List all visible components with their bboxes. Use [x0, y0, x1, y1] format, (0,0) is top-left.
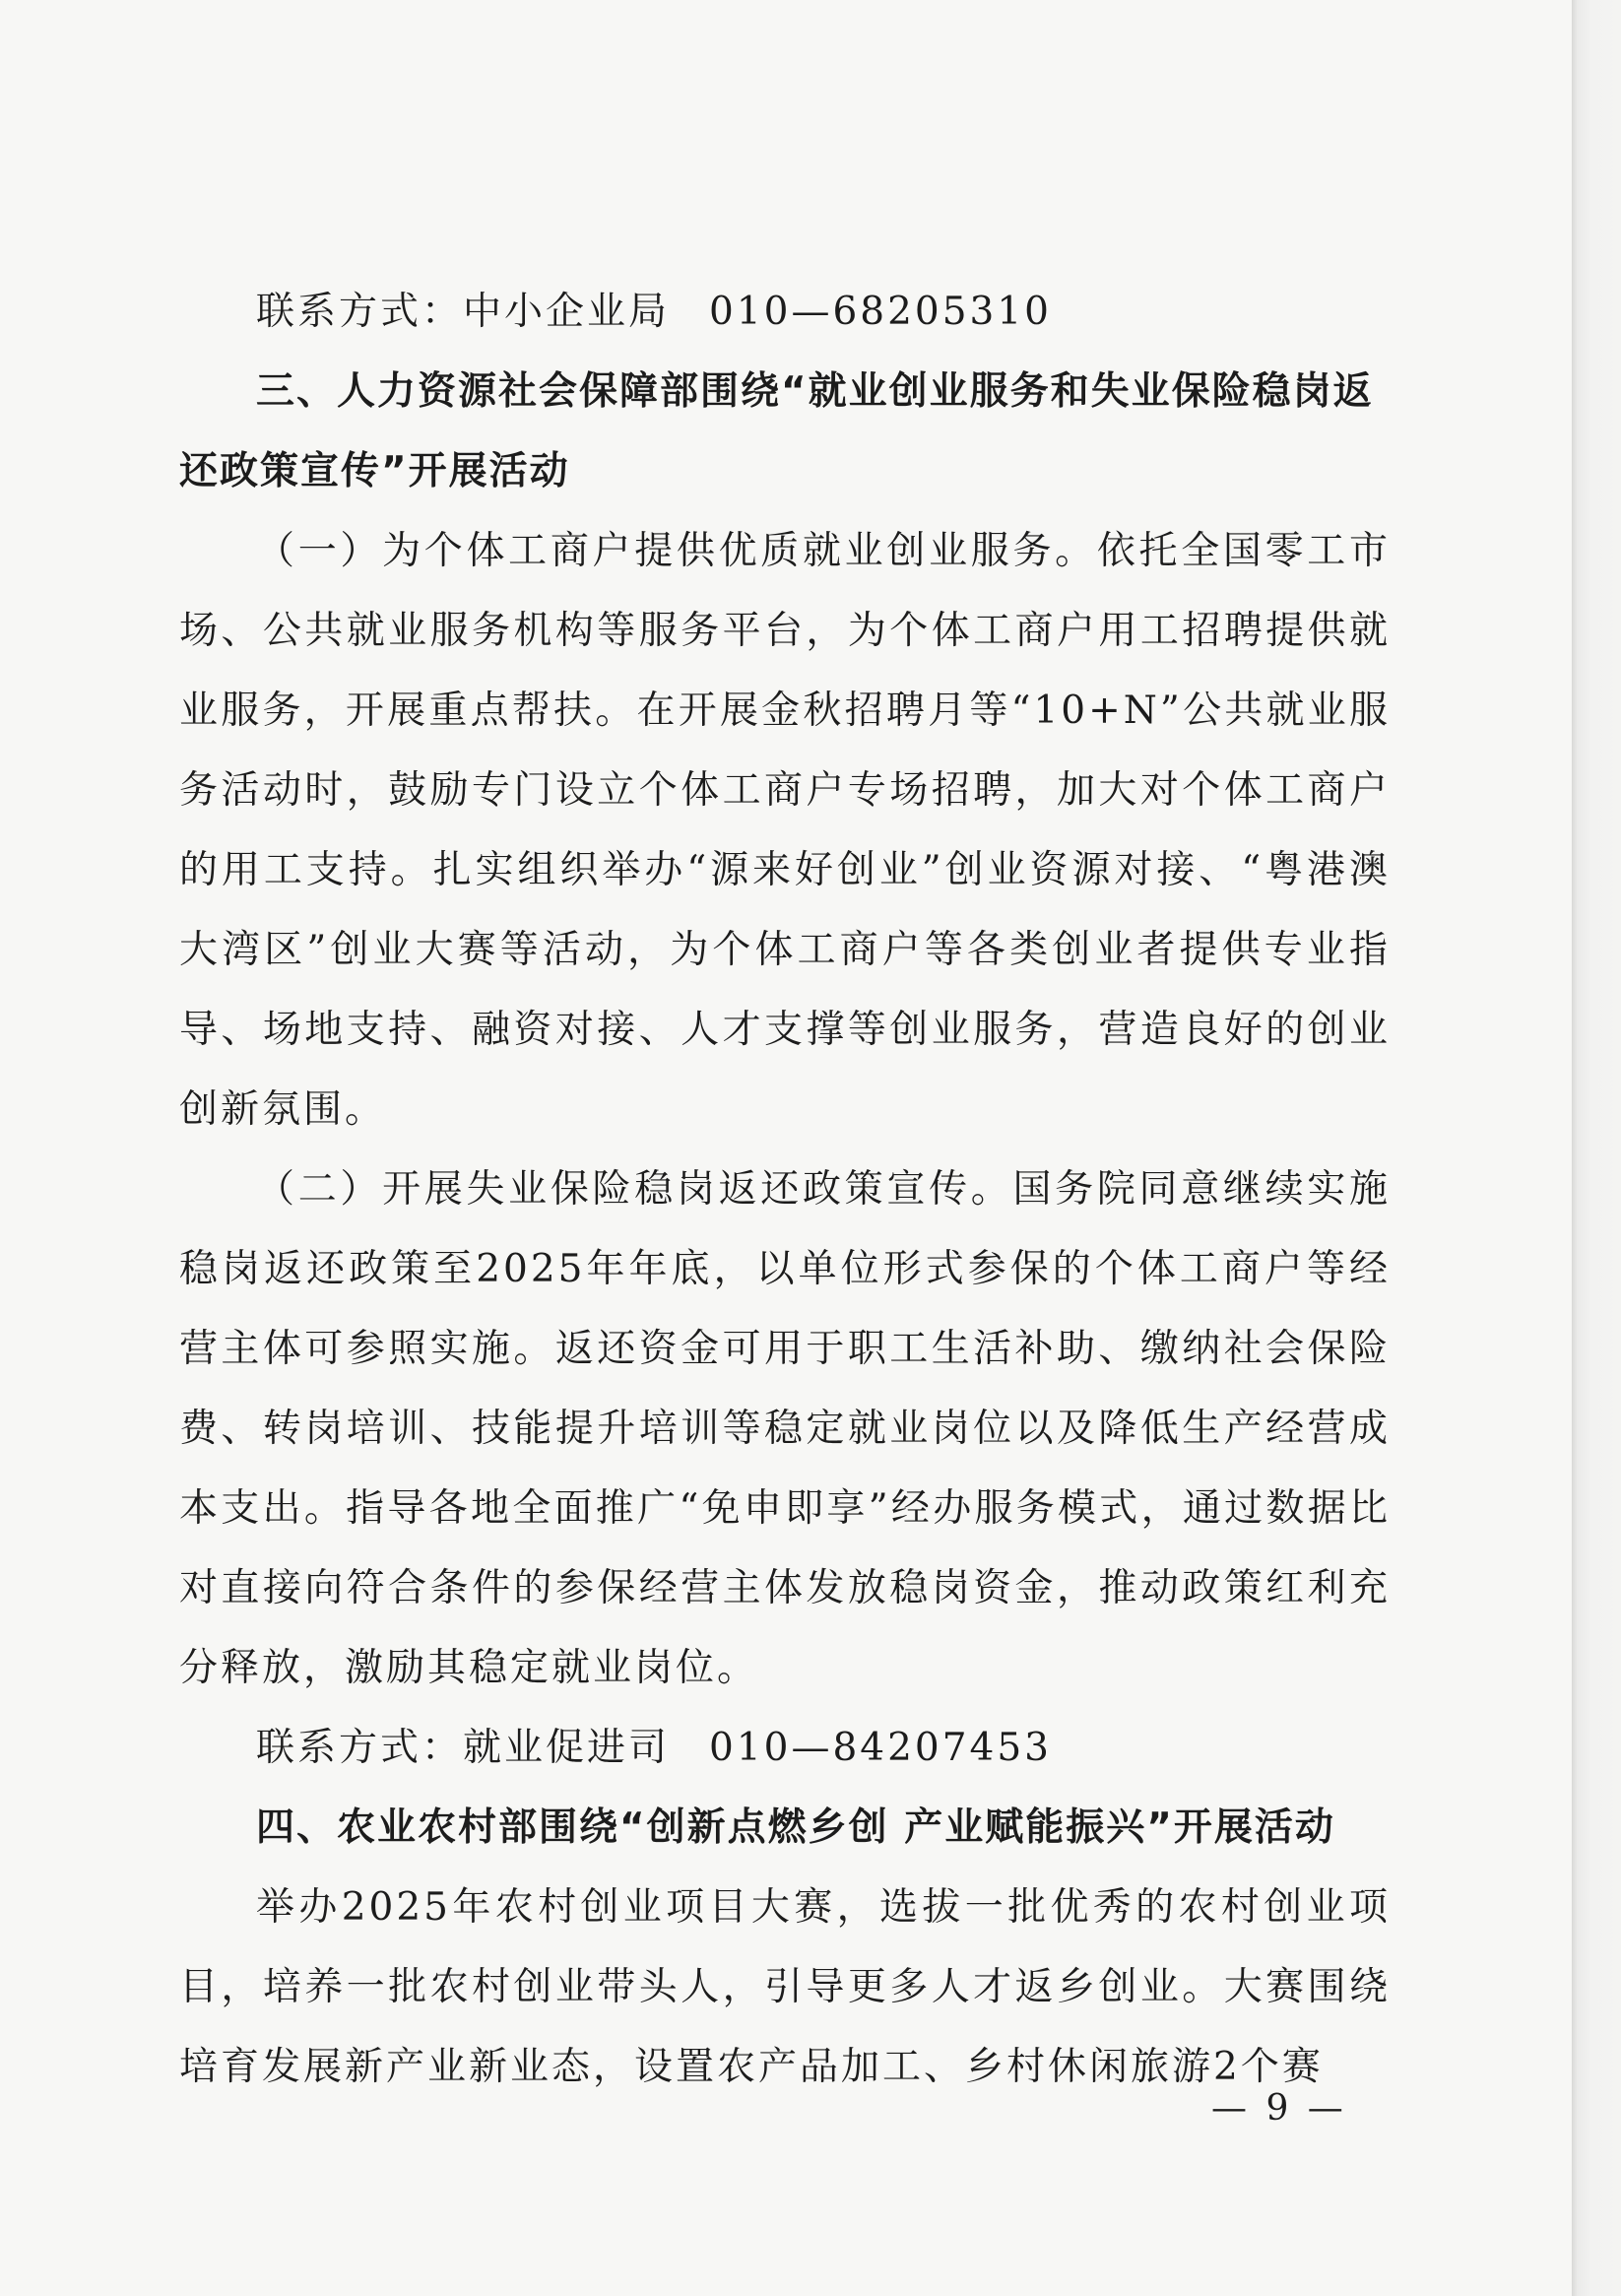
section-heading-3: 三、人力资源社会保障部围绕“就业创业服务和失业保险稳岗返还政策宣传”开展活动 — [179, 369, 1374, 493]
contact-label: 联系方式：就业促进司 — [256, 1726, 671, 1770]
document-body — [179, 272, 1391, 2107]
page-number: — 9 — — [1211, 2088, 1347, 2129]
paragraph-rural-contest: 举办2025年农村创业项目大赛，选拔一批优秀的农村创业项目，培养一批农村创业带头人，引导更多人才返乡创业。大赛围绕培育发展新产业新业态，设置农产品加工、乡村休闲旅游2个赛 — [179, 1885, 1391, 2089]
contact-phone: 010—84207453 — [709, 1726, 1052, 1770]
scan-page-edge — [1572, 0, 1621, 2296]
section-heading-4: 四、农业农村部围绕“创新点燃乡创 产业赋能振兴”开展活动 — [256, 1805, 1335, 1850]
paragraph-unemployment-insurance: （二）开展失业保险稳岗返还政策宣传。国务院同意继续实施稳岗返还政策至2025年年底，以单位形式参保的个体工商户等经营主体可参照实施。返还资金可用于职工生活补助、缴纳社会保险费、转岗培训、技能提升培训等稳定就业岗位以及降低生产经营成本支出。指导各地全面推广“免申即享”经办服务模式，通过数据比对直接向符合条件的参保经营主体发放稳岗资金，推动政策红利充分释放，激励其稳定就业岗位。 — [179, 1167, 1391, 1690]
contact-line-sme-bureau — [179, 272, 1391, 352]
paragraph-employment-services: （一）为个体工商户提供优质就业创业服务。依托全国零工市场、公共就业服务机构等服务平台，为个体工商户用工招聘提供就业服务，开展重点帮扶。在开展金秋招聘月等“10+N”公共就业服务活动时，鼓励专门设立个体工商户专场招聘，加大对个体工商户的用工支持。扎实组织举办“源来好创业”创业资源对接、“粤港澳大湾区”创业大赛等活动，为个体工商户等各类创业者提供专业指导、场地支持、融资对接、人才支撑等创业服务，营造良好的创业创新氛围。 — [179, 529, 1391, 1132]
contact-label: 联系方式：中小企业局 — [256, 290, 671, 334]
contact-line-employment-dept — [179, 1708, 1391, 1788]
contact-phone: 010—68205310 — [709, 290, 1052, 334]
